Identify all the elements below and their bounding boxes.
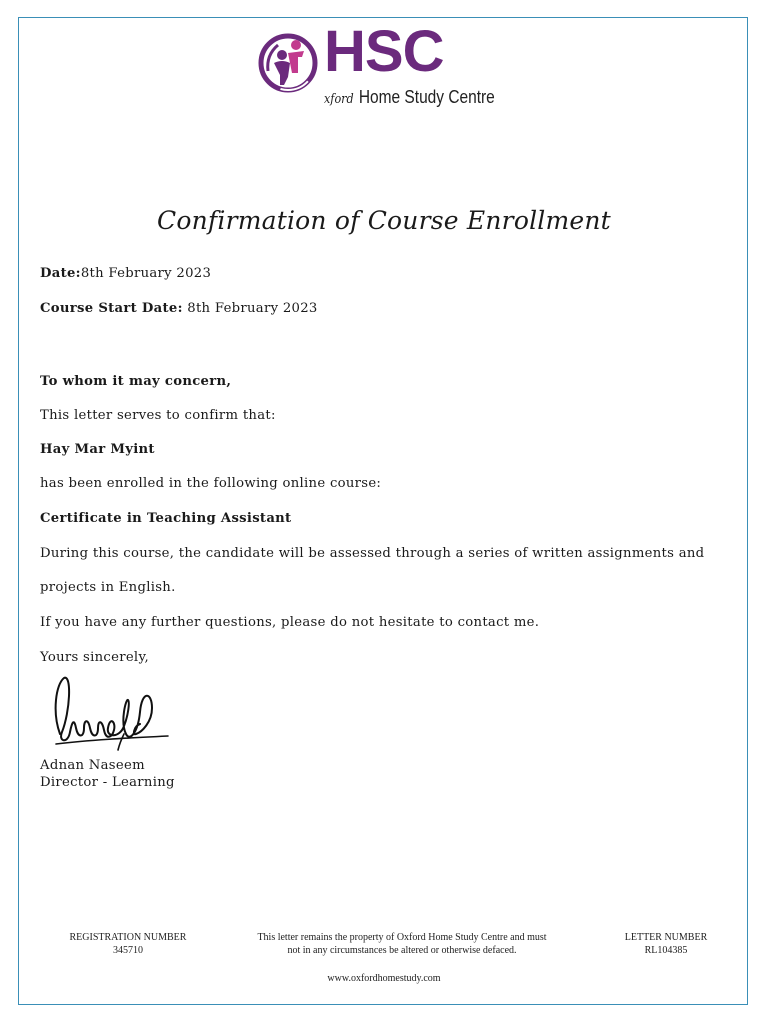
logo-subtitle <box>324 87 495 108</box>
course-name: Certificate in Teaching Assistant <box>40 511 292 526</box>
signatory-role: Director - Learning <box>40 775 175 790</box>
start-date-value: 8th February 2023 <box>187 301 318 316</box>
assessment-line-1: During this course, the candidate will be assessed through a series of written assignments and <box>40 546 705 561</box>
assessment-line-2: projects in English. <box>40 580 176 595</box>
hsc-logo <box>258 19 518 113</box>
start-date-label: Course Start Date: <box>40 301 183 316</box>
date-line <box>40 266 211 281</box>
website-link[interactable]: www.oxfordhomestudy.com <box>327 973 441 984</box>
greeting: To whom it may concern, <box>40 374 232 389</box>
start-date-line <box>40 301 318 316</box>
signature-image <box>48 672 173 760</box>
notice-line-2: not in any circumstances be altered or otherwise defaced. <box>287 945 517 956</box>
letter-number-label: LETTER NUMBER <box>624 932 708 943</box>
student-name: Hay Mar Myint <box>40 442 155 457</box>
registration-label: REGISTRATION NUMBER <box>69 932 187 943</box>
enrolled-text: has been enrolled in the following online course: <box>40 476 382 491</box>
contact-text: If you have any further questions, please do not hesitate to contact me. <box>40 615 540 630</box>
property-notice <box>222 931 582 957</box>
registration-block <box>48 931 208 957</box>
date-label: Date: <box>40 266 81 281</box>
letter-number-block <box>596 931 736 957</box>
logo-brand-text: HSC <box>324 19 444 84</box>
intro-text: This letter serves to confirm that: <box>40 408 276 423</box>
date-value: 8th February 2023 <box>80 266 212 281</box>
people-circle-icon <box>258 33 322 97</box>
notice-line-1: This letter remains the property of Oxford Home Study Centre and must <box>257 932 547 943</box>
letter-number: RL104385 <box>644 945 688 956</box>
registration-number: 345710 <box>113 945 143 956</box>
logo-prefix: xford <box>324 92 354 107</box>
closing-text: Yours sincerely, <box>40 650 149 665</box>
document-title: Confirmation of Course Enrollment <box>157 206 611 235</box>
logo-name: Home Study Centre <box>358 87 495 107</box>
signatory-name: Adnan Naseem <box>40 758 145 773</box>
